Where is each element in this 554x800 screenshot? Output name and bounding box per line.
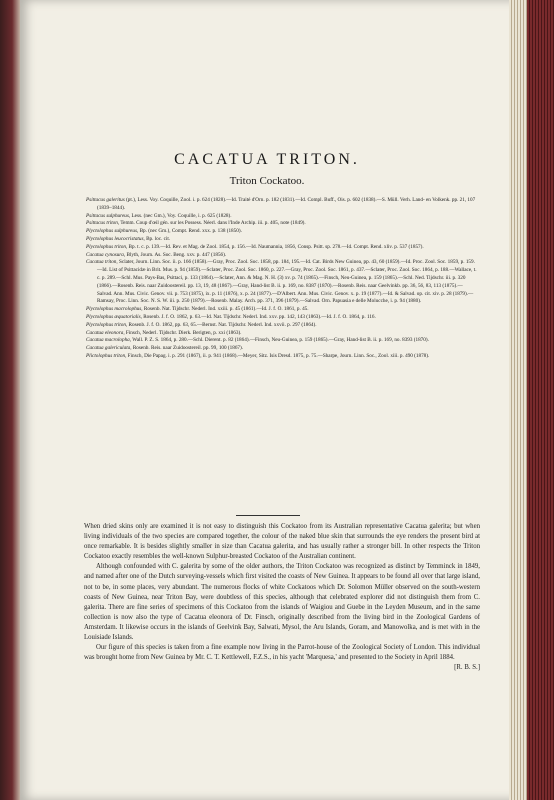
citation-text: (pt.), Less. Voy. Coquille, Zool. i. p. 624 (1828).—Id. Traité d'Orn. p. 182 (1831).—Id. Compl. Buff., Ois. p. 602 (1838).—S. Müll. Verh. Land- en Volkenk. pp. 21, 107 (1839–1844). [97,197,476,211]
species-name: Plyctolophus triton [86,243,126,250]
species-name: Plyctolophus æquatorialis [86,313,141,320]
species-name: Cacatua eleonora [86,329,124,336]
book-page [20,0,514,800]
section-divider [236,515,300,516]
page-fore-edge [509,0,554,800]
citation-text: , Temm. Coup d'œil gén. sur les Possess. Néerl. dans l'Inde Archip. iii. p. 405, note (1849). [117,220,306,227]
species-name: Cacatua cynosura [86,251,124,258]
synonymy-entry [86,353,478,361]
synonymy-entry [86,259,478,306]
citation-text: , Blyth, Journ. As. Soc. Beng. xxv. p. 447 (1856). [123,251,227,258]
citation-text: , Sclater, Journ. Linn. Soc. ii. p. 166 (1858).—Gray, Proc. Zool. Soc. 1858, pp. 184, 195.—Id. Cat. Birds New Guinea, pp. 43, 60 (1859).—Id. Proc. Zool. Soc. 1859, p. 159.—Id. List of Psittacidæ in Brit. Mus. p. 94 (1859).—Sclater, Proc. Zool. Soc. 1860, p. 227.—Gray, Proc. Zool. Soc. 1861, p. 437.—Sclater, Proc. Zool. Soc. 1864, p. 188.—Wallace, t. c. p. 289.—Schl. Mus. Pays-Bas, Psittaci, p. 133 (1864).—Sclater, Ann. & Mag. N. H. (3) xv. p. 74 (1865).—Finsch, Neu-Guinea, p. 159 (1865).—Schl. Ned. Tijdschr. iii. p. 320 (1866).—Rosenb. Reis. naar Zuidoostereil. pp. 13, 19, 48 (1867).—Gray, Hand-list B. ii. p. 169, no. 8387 (1870).—Rosenb. Reis. naar Geelvinkb. pp. 36, 56, 83, 113 (1875).—Salvad. Ann. Mus. Civic. Genov. vii. p. 753 (1875), ix. p. 11 (1876), x. p. 24 (1877).—D'Albert. Ann. Mus. Civic. Genov. x. p. 19 (1877).—Id. & Salvad. op. cit. xiv. p. 28 (1879).—Ramsay, Proc. Linn. Soc. N. S. W. iii. p. 250 (1879).—Rosenb. Malay. Arch. pp. 371, 396 (1879).—Salvad. Orn. Papuasia e delle Molucche, i. p. 94 (1880). [97,259,477,305]
body-paragraph: Our figure of this species is taken from a fine example now living in the Parrot-house of the Zoological Society of London. This individual was brought home from New Guinea by Mr. C. T. Kettlewell, F.Z.S., in his yacht 'Marquesa,' and presented to the Society in April 1884. [84,644,480,662]
synonymy-list [86,197,478,361]
citation-text: , Rosenb. J. f. O. 1862, p. 63.—Id. Nat. Tijdschr. Nederl. Ind. xxv. pp. 142, 143 (1863).—Id. J. f. O. 1864, p. 116. [140,313,376,320]
body-paragraph: When dried skins only are examined it is not easy to distinguish this Cockatoo from its Australian representative Cacatua galerita; but when living individuals of the two species are compared together, the colour of the naked blue skin that surrounds the eye renders the present bird at once remarkable. It is besides slightly smaller in size than Cacatua galerita, and has usually rather a stronger bill. In other respects the Triton Cockatoo exactly resembles the well-known Sulphur-breasted Cockatoo of the Australian continent. [84,523,480,561]
author-signature: [R. B. S.] [454,664,480,672]
synonymy-entry [86,228,478,236]
species-name: Psittacus galeritus [86,197,125,203]
species-name: Cacatua triton [86,259,117,266]
citation-text: , Finsch, Die Papag. i. p. 291 (1867), ii. p. 941 (1868).—Meyer, Sitz. Isis Dresd. 1875, p. 75.—Sharpe, Journ. Linn. Soc., Zool. xiii. p. 490 (1878). [125,352,430,359]
citation-text: , Bp. (nec Gm.), Compt. Rend. xxx. p. 138 (1850). [136,228,242,235]
species-name: Plyctolophus triton [86,321,126,328]
synonymy-entry [86,345,478,353]
synonymy-entry [86,197,478,213]
citation-text: , Rosenb. Nat. Tijdschr. Nederl. Ind. xxiii. p. 45 (1861).—Id. J. f. O. 1861, p. 45. [141,306,309,313]
species-name: Cacatua macrolopha [86,337,130,344]
citation-text: , Bp. t. c. p. 139.—Id. Rev. et Mag. de Zool. 1854, p. 156.—Id. Naumannia, 1856, Consp. Psitt. sp. 278.—Id. Compt. Rend. xliv. p. 537 (1857). [125,243,424,250]
species-name: Plictolophus triton [86,352,126,359]
synonymy-entry [86,244,478,252]
synonymy-entry [86,236,478,244]
citation-text: , Less. (nec Gm.), Voy. Coquille, i. p. 625 (1828). [128,212,232,219]
citation-text: , Finsch, Nederl. Tijdschr. Dierk. Berigten, p. xxi (1863). [123,329,242,336]
species-name: Psittacus sulphureus [86,212,129,219]
body-paragraph: Although confounded with C. galerita by some of the older authors, the Triton Cockatoo was recognized as distinct by Temminck in 1849, and named after one of the Dutch surveying-vessels which first visited the coasts of New Guinea. It appears to be found all over that large island, not to be, in some places, very abundant. The numerous flocks of white Cockatoos which Dr. Solomon Müller observed on the south-western coasts of New Guinea, near Triton Bay, were doubtless of this species, although that celebrated explorer did not distinguish them from C. galerita. There are fine series of specimens of this Cockatoo from the islands of Waigiou and Guebe in the Leyden Museum, and in the same collection is now also the type of Cacatua eleonora of Dr. Finsch, originally described from the living bird in the Zoological Gardens of Amsterdam. It likewise occurs in the islands of Geelvink Bay, Salwati, Mysol, the Aru Islands, Goram, and Manowolka, and is met with in the Louisiade Islands. [84,563,480,642]
citation-text: , Rosenb. Reis. naar Zuidoostereil. pp. 99, 100 (1867). [130,345,244,352]
body-text [84,522,480,673]
citation-text: , Wall. P. Z. S. 1864, p. 280.—Schl. Dierent. p. 82 (1864).—Finsch, Neu-Guinea, p. 159 (1865).—Gray, Hand-list B. ii. p. 169, no. 8393 (1870). [129,337,429,344]
binding-edge [0,0,22,800]
species-name: Cacatua galericulata [86,345,131,352]
species-name: Plyctolophus sulphureus [86,228,137,235]
synonymy-entry [86,306,478,314]
species-name: Psittacus triton [86,220,118,227]
synonymy-entry [86,322,478,330]
species-name: Plyctolophus leucocristatus [86,235,144,242]
page-title: CACATUA TRITON. [174,151,360,168]
citation-text: , Bp. loc. cit. [143,235,171,242]
species-name: Plyctolophus macrolophus [86,306,142,313]
page-subtitle: Triton Cockatoo. [229,175,305,187]
synonymy-entry [86,314,478,322]
synonymy-entry [86,337,478,345]
citation-text: , Rosenb. J. f. O. 1862, pp. 63, 65.—Bernst. Nat. Tijdschr. Nederl. Ind. xxvii. p. 297 (1864). [125,321,317,328]
